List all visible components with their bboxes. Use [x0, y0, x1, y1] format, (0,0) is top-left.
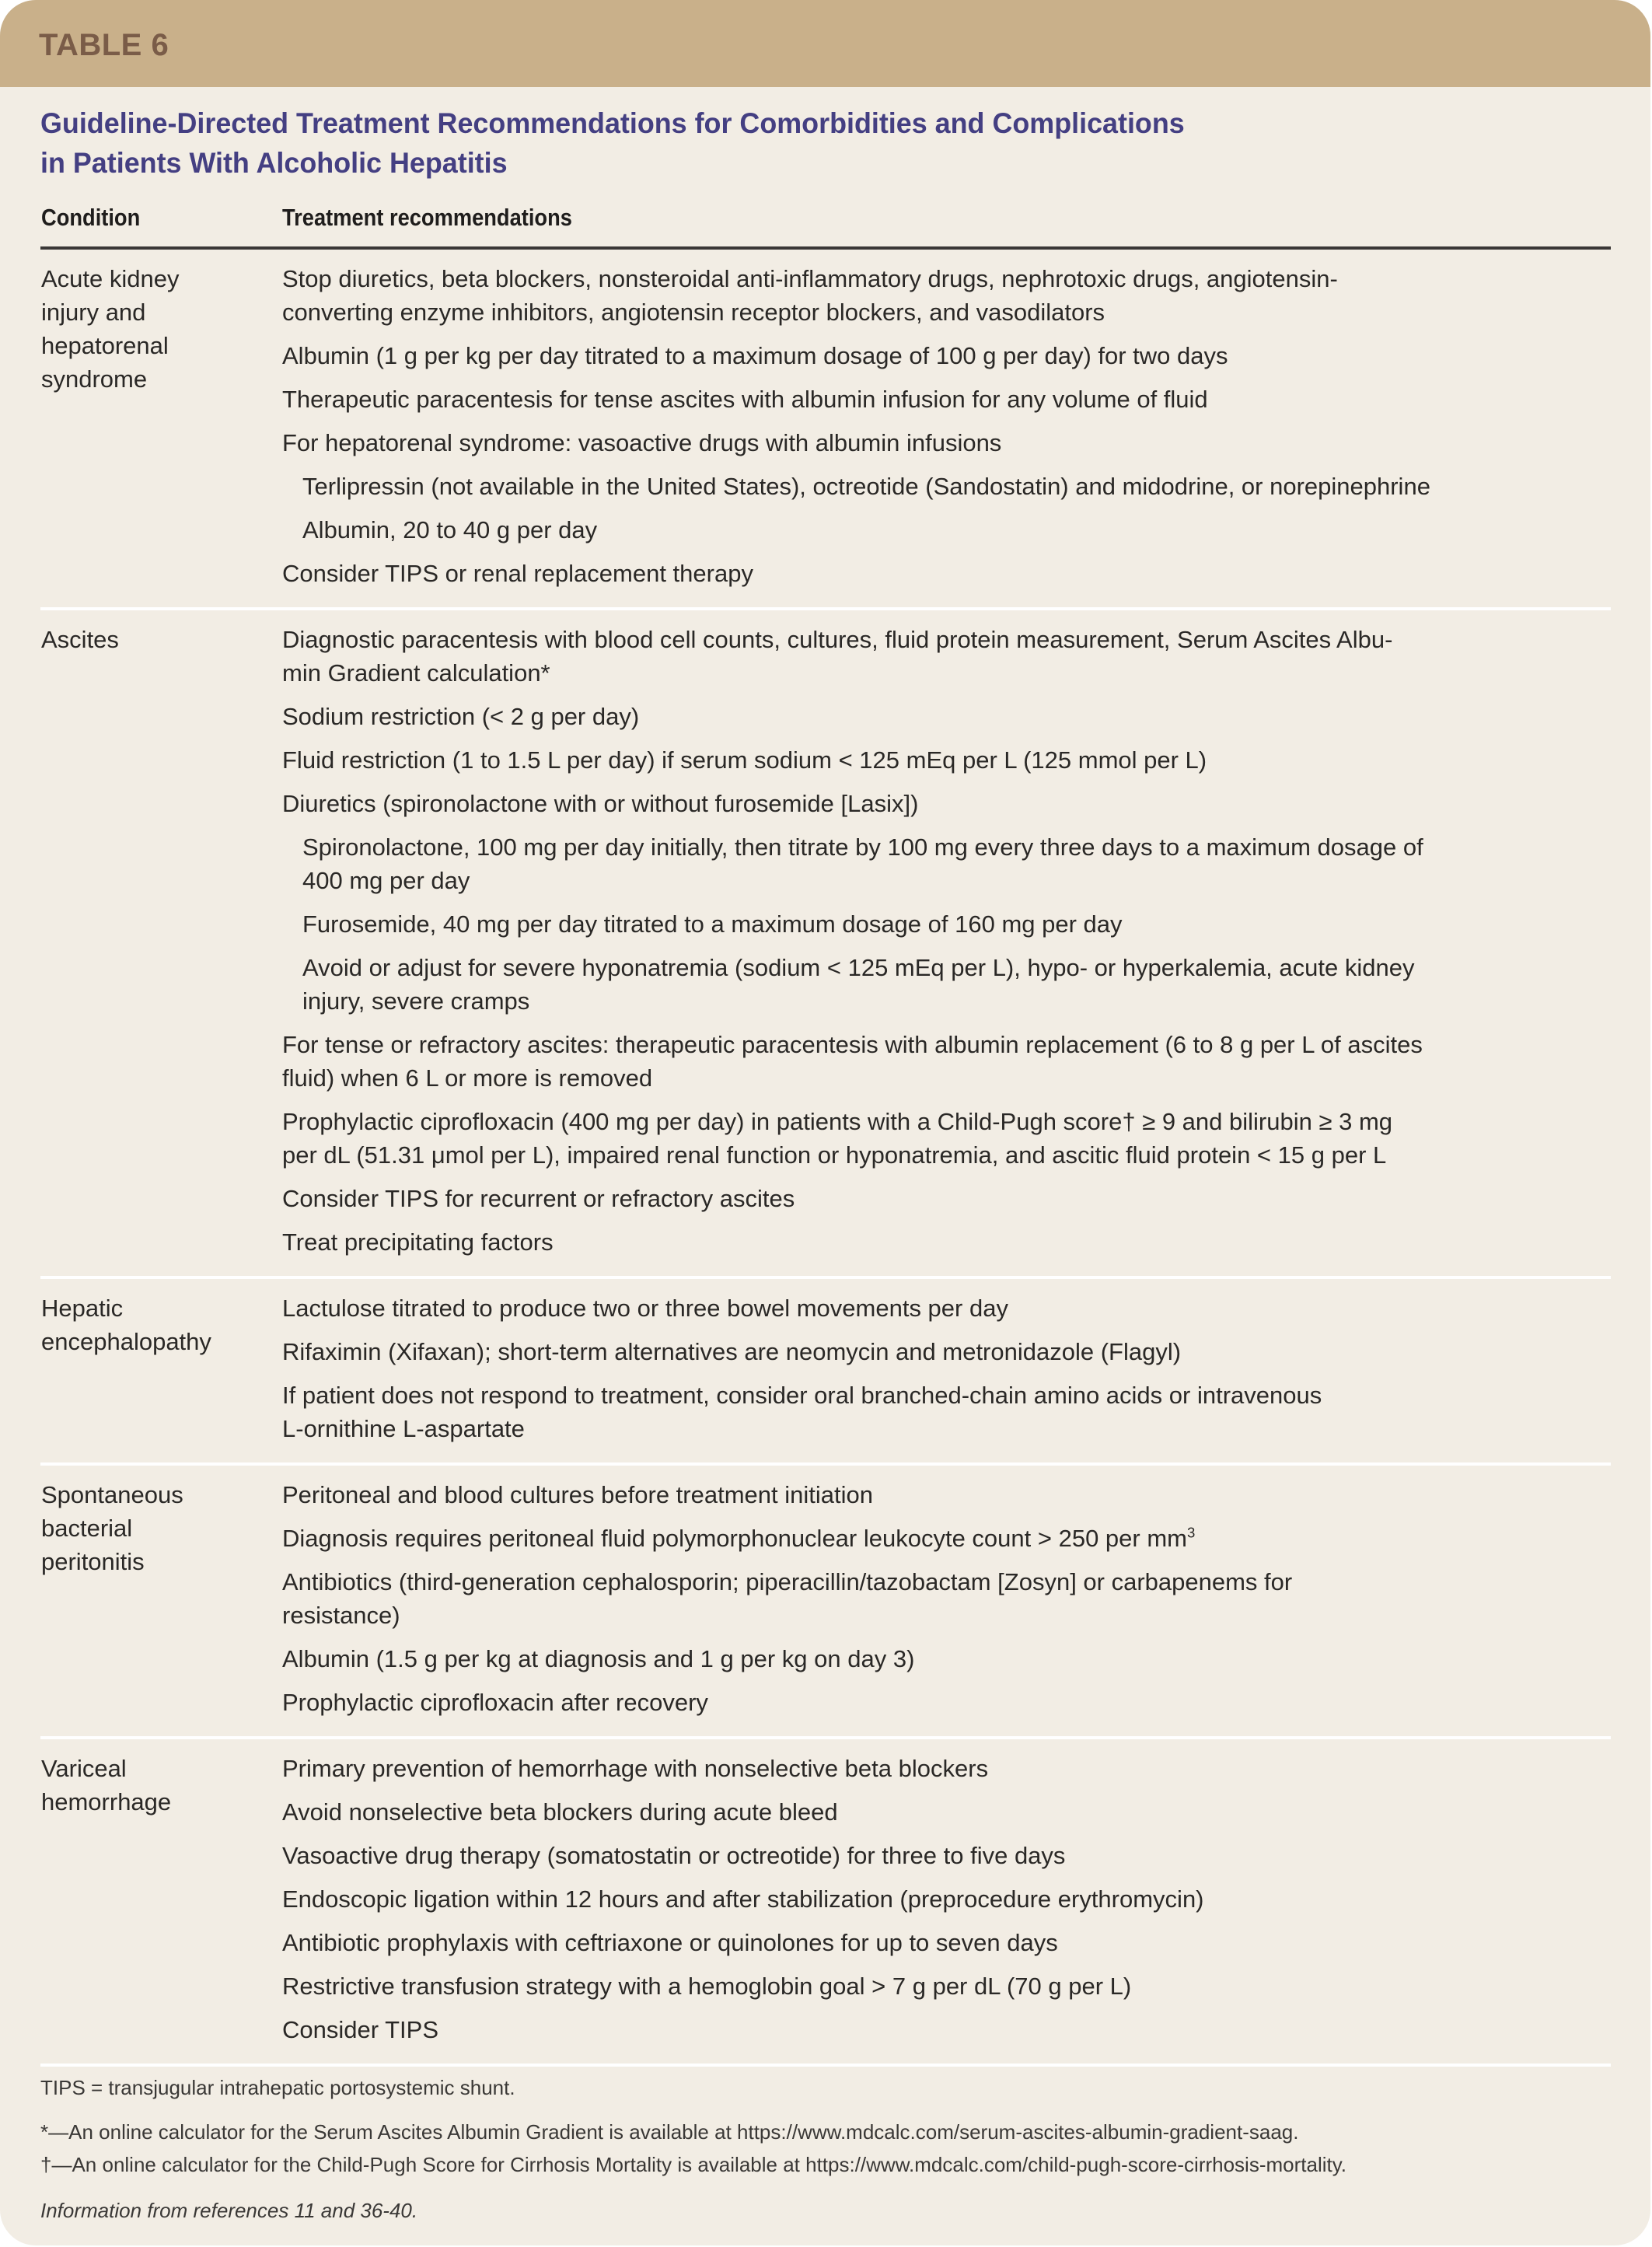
treatment-text-content: Consider TIPS for recurrent or refractory ascites — [282, 1185, 795, 1212]
treatment-text-content: Lactulose titrated to produce two or three bowel movements per day — [282, 1295, 1008, 1322]
treatment-text-content: Terlipressin (not available in the United States), octreotide (Sandostatin) and midodrine, or norepinephrine — [302, 473, 1430, 500]
treatment-item — [282, 557, 1611, 590]
table-body — [40, 250, 1611, 2067]
table-row — [40, 1466, 1611, 1739]
treatment-item — [282, 1642, 1611, 1676]
condition-text: bacterial — [41, 1515, 133, 1542]
treatment-item — [282, 1182, 1611, 1215]
treatment-text-content: per dL (51.31 μmol per L), impaired renal function or hyponatremia, and ascitic fluid protein < 15 g per L — [282, 1141, 1387, 1169]
treatment-text — [282, 1839, 1611, 1872]
condition-text: Acute kidney — [41, 265, 180, 292]
treatment-text — [302, 907, 1611, 941]
treatment-item — [282, 262, 1611, 329]
treatment-text — [282, 2013, 1611, 2046]
treatment-item — [282, 743, 1611, 777]
treatment-text-content: Diagnostic paracentesis with blood cell counts, cultures, fluid protein measurement, Serum Ascites Albu- — [282, 626, 1393, 653]
condition-text: hemorrhage — [41, 1788, 172, 1815]
table-title-line: in Patients With Alcoholic Hepatitis — [40, 147, 508, 179]
treatment-item — [282, 1969, 1611, 2003]
treatment-text-content: Diuretics (spironolactone with or without furosemide [Lasix]) — [282, 790, 919, 817]
treatment-item — [282, 2013, 1611, 2046]
treatment-item — [282, 426, 1611, 460]
footnote-abbreviation: TIPS = transjugular intrahepatic portosystemic shunt. — [40, 2076, 515, 2099]
condition-text: peritonitis — [41, 1548, 145, 1575]
treatment-text-content: Consider TIPS — [282, 2016, 439, 2043]
treatment-text — [282, 1522, 1611, 1555]
treatment-text-content: Rifaximin (Xifaxan); short-term alternatives are neomycin and metronidazole (Flagyl) — [282, 1338, 1182, 1365]
treatment-text — [282, 623, 1611, 656]
treatment-subitem — [282, 513, 1611, 547]
treatment-text — [282, 1565, 1611, 1599]
treatment-text — [282, 262, 1611, 295]
treatment-text — [302, 864, 1611, 897]
treatment-item — [282, 787, 1611, 820]
footnote-source: Information from references 11 and 36-40. — [40, 2199, 418, 2222]
condition-text: encephalopathy — [41, 1328, 211, 1355]
column-header-condition: Condition — [41, 204, 141, 231]
treatment-text — [302, 951, 1611, 984]
treatment-cell — [282, 1291, 1611, 1445]
condition-cell — [40, 262, 282, 590]
treatment-text-content: Avoid nonselective beta blockers during acute bleed — [282, 1798, 838, 1826]
treatment-text-content: Avoid or adjust for severe hyponatremia (sodium < 125 mEq per L), hypo- or hyperkalemia, acute kidney — [302, 954, 1415, 981]
treatment-text — [282, 557, 1611, 590]
treatment-text — [282, 1335, 1611, 1368]
treatment-text-content: Albumin (1.5 g per kg at diagnosis and 1 g per kg on day 3) — [282, 1645, 915, 1672]
treatment-text-content: Therapeutic paracentesis for tense ascites with albumin infusion for any volume of fluid — [282, 386, 1208, 413]
treatment-text — [302, 830, 1611, 864]
treatment-text-content: resistance) — [282, 1602, 400, 1629]
treatment-text-content: Albumin (1 g per kg per day titrated to a maximum dosage of 100 g per day) for two days — [282, 342, 1228, 369]
treatment-item — [282, 383, 1611, 416]
treatment-item — [282, 1225, 1611, 1259]
treatment-text-content: Fluid restriction (1 to 1.5 L per day) if serum sodium < 125 mEq per L (125 mmol per L) — [282, 746, 1207, 774]
condition-text: injury and — [41, 299, 146, 326]
treatment-item — [282, 1839, 1611, 1872]
treatment-text-content: min Gradient calculation* — [282, 659, 550, 687]
treatment-item — [282, 700, 1611, 733]
table-row — [40, 250, 1611, 610]
treatment-text-content: Antibiotic prophylaxis with ceftriaxone or quinolones for up to seven days — [282, 1929, 1058, 1956]
treatment-text — [282, 383, 1611, 416]
treatment-item — [282, 1522, 1611, 1555]
treatment-text-content: converting enzyme inhibitors, angiotensin receptor blockers, and vasodilators — [282, 299, 1105, 326]
treatment-subitem — [282, 830, 1611, 897]
treatment-item — [282, 1565, 1611, 1632]
treatment-subitem — [282, 470, 1611, 503]
treatment-text — [282, 787, 1611, 820]
treatment-item — [282, 1795, 1611, 1829]
treatment-text — [282, 1412, 1611, 1445]
treatment-text — [282, 1926, 1611, 1959]
treatment-text — [282, 1642, 1611, 1676]
treatment-text-content: Diagnosis requires peritoneal fluid polymorphonuclear leukocyte count > 250 per mm — [282, 1525, 1187, 1552]
condition-cell — [40, 1752, 282, 2046]
treatment-item — [282, 1686, 1611, 1719]
treatment-text — [282, 1686, 1611, 1719]
treatment-text — [282, 1225, 1611, 1259]
footnote-asterisk: *—An online calculator for the Serum Ascites Albumin Gradient is available at https://www.mdcalc.com/serum-ascites-albumin-gradient-saag. — [40, 2120, 1299, 2144]
table-row — [40, 1279, 1611, 1466]
treatment-text — [282, 1599, 1611, 1632]
treatment-text-content: injury, severe cramps — [302, 987, 530, 1015]
treatment-text — [282, 1105, 1611, 1138]
condition-text: Spontaneous — [41, 1481, 183, 1508]
treatment-item — [282, 1379, 1611, 1445]
treatment-text-content: Peritoneal and blood cultures before treatment initiation — [282, 1481, 873, 1508]
treatment-text — [282, 1752, 1611, 1785]
table-header-band — [0, 0, 1650, 87]
treatment-cell — [282, 262, 1611, 590]
treatment-text-content: Antibiotics (third-generation cephalosporin; piperacillin/tazobactam [Zosyn] or carbapenems for — [282, 1568, 1293, 1595]
table-row — [40, 610, 1611, 1279]
treatment-text — [282, 1182, 1611, 1215]
treatment-text-content: If patient does not respond to treatment, consider oral branched-chain amino acids or intravenous — [282, 1382, 1322, 1409]
treatment-subitem — [282, 907, 1611, 941]
treatment-cell — [282, 623, 1611, 1259]
treatment-text — [282, 1795, 1611, 1829]
treatment-text-content: Endoscopic ligation within 12 hours and after stabilization (preprocedure erythromycin) — [282, 1885, 1204, 1913]
treatment-text-content: Primary prevention of hemorrhage with nonselective beta blockers — [282, 1755, 989, 1782]
treatment-text-content: Restrictive transfusion strategy with a hemoglobin goal > 7 g per dL (70 g per L) — [282, 1973, 1132, 2000]
condition-cell — [40, 623, 282, 1259]
treatment-text-content: L-ornithine L-aspartate — [282, 1415, 525, 1442]
treatment-text — [282, 339, 1611, 372]
treatment-text-content: Treat precipitating factors — [282, 1228, 554, 1256]
treatment-text — [282, 1291, 1611, 1325]
condition-cell — [40, 1291, 282, 1445]
treatment-text — [282, 1379, 1611, 1412]
treatment-text-content: For hepatorenal syndrome: vasoactive drugs with albumin infusions — [282, 429, 1002, 456]
treatment-subitem — [282, 951, 1611, 1018]
treatment-cell — [282, 1478, 1611, 1719]
treatment-text — [302, 470, 1611, 503]
superscript: 3 — [1187, 1524, 1196, 1541]
table-number-label: TABLE 6 — [39, 28, 169, 62]
treatment-text — [282, 426, 1611, 460]
column-header-treatment: Treatment recommendations — [282, 204, 572, 231]
condition-text: Ascites — [41, 626, 119, 653]
treatment-cell — [282, 1752, 1611, 2046]
treatment-text — [282, 295, 1611, 329]
treatment-item — [282, 339, 1611, 372]
treatment-text-content: Albumin, 20 to 40 g per day — [302, 516, 598, 543]
condition-text: Variceal — [41, 1755, 127, 1782]
treatment-text-content: Stop diuretics, beta blockers, nonsteroidal anti-inflammatory drugs, nephrotoxic drugs, angiotensin- — [282, 265, 1338, 292]
table-title — [40, 103, 1220, 183]
treatment-text-content: Consider TIPS or renal replacement therapy — [282, 560, 753, 587]
treatment-item — [282, 1335, 1611, 1368]
condition-text: hepatorenal — [41, 332, 169, 359]
treatment-text — [302, 513, 1611, 547]
condition-cell — [40, 1478, 282, 1719]
treatment-item — [282, 623, 1611, 690]
treatment-text-content: Spironolactone, 100 mg per day initially, then titrate by 100 mg every three days to a maximum dosage of — [302, 833, 1423, 861]
treatment-text — [282, 656, 1611, 690]
treatment-text-content: 400 mg per day — [302, 867, 470, 894]
treatment-text — [302, 984, 1611, 1018]
table-row — [40, 1739, 1611, 2067]
treatment-text — [282, 1478, 1611, 1511]
treatment-item — [282, 1752, 1611, 1785]
table-title-line: Guideline-Directed Treatment Recommendations for Comorbidities and Complications — [40, 107, 1185, 139]
table-footnotes — [40, 2071, 1611, 2227]
treatment-text-content: For tense or refractory ascites: therapeutic paracentesis with albumin replacement (6 to 8 g per L of ascites — [282, 1031, 1423, 1058]
treatment-item — [282, 1028, 1611, 1095]
treatment-text-content: Prophylactic ciprofloxacin after recovery — [282, 1689, 708, 1716]
treatment-text — [282, 1969, 1611, 2003]
treatment-text-content: Furosemide, 40 mg per day titrated to a maximum dosage of 160 mg per day — [302, 910, 1123, 938]
treatment-text — [282, 1138, 1611, 1172]
treatment-item — [282, 1478, 1611, 1511]
condition-text: Hepatic — [41, 1295, 124, 1322]
treatment-text — [282, 743, 1611, 777]
treatment-text-content: Vasoactive drug therapy (somatostatin or octreotide) for three to five days — [282, 1842, 1066, 1869]
treatment-item — [282, 1105, 1611, 1172]
treatment-item — [282, 1882, 1611, 1916]
treatment-item — [282, 1291, 1611, 1325]
treatment-text — [282, 1882, 1611, 1916]
treatment-text — [282, 1028, 1611, 1061]
condition-text: syndrome — [41, 365, 148, 393]
treatment-text — [282, 700, 1611, 733]
treatment-text — [282, 1061, 1611, 1095]
footnote-dagger: †—An online calculator for the Child-Pugh Score for Cirrhosis Mortality is available at https://www.mdcalc.com/child-pugh-score-cirrhosis-mortality. — [40, 2153, 1347, 2176]
treatment-text-content: Sodium restriction (< 2 g per day) — [282, 703, 640, 730]
treatment-text-content: fluid) when 6 L or more is removed — [282, 1064, 653, 1092]
treatment-text-content: Prophylactic ciprofloxacin (400 mg per day) in patients with a Child-Pugh score† ≥ 9 and bilirubin ≥ 3 mg — [282, 1108, 1393, 1135]
treatment-item — [282, 1926, 1611, 1959]
